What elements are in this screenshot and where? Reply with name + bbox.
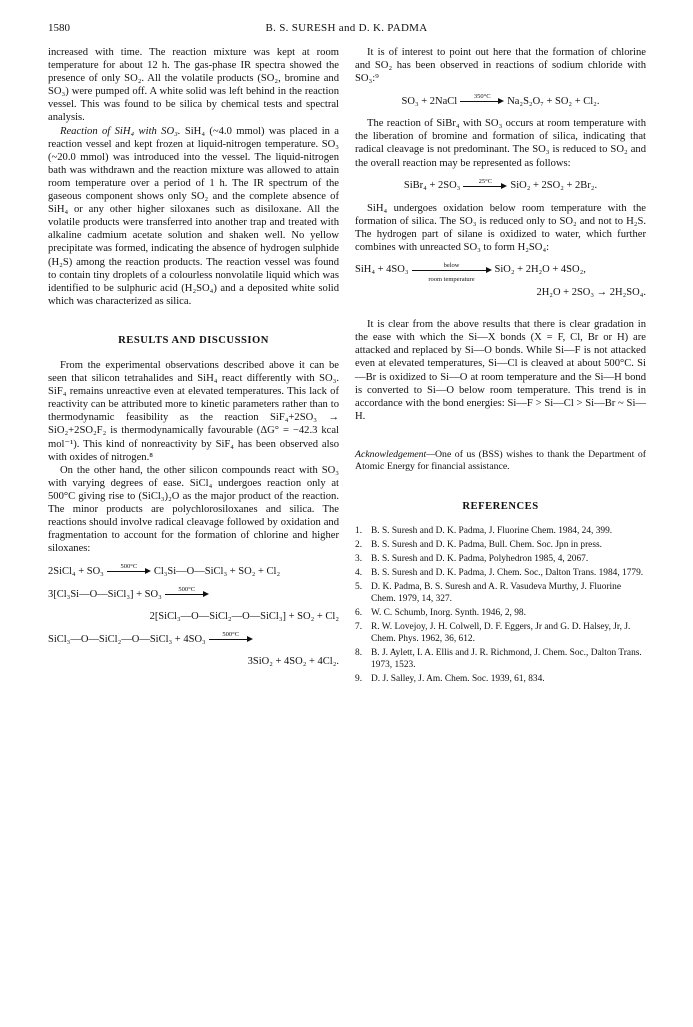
paragraph: On the other hand, the other silicon compounds react with SO₃ with varying degrees of ease. SiCl₄ undergoes reaction only at 500°C giving rise to (SiCl₃)₂O as the major product of the reaction. The minor products are polychlorosiloxanes and silica. The reactions should involve radical cleavage followed by oxidation and fragmentation to account for the formation of chlorine and higher siloxanes: (48, 464, 339, 555)
paragraph: From the experimental observations described above it can be seen that silicon tetrahalides and SiH₄ react differently with SO₃. SiF₄ remains unreactive even at elevated temperatures. This lack of reactivity can be attributed more to kinetic parameters rather than to thermodynamic feasibility as the reaction SiF₄+2SO₃ → SiO₂+2SO₂F₂ is thermodynamically favourable (ΔG° = −42.3 kcal mol⁻¹). This kind of nonreactivity by SiF₄ has been observed also with oxides of nitrogen.⁸ (48, 359, 339, 463)
reaction-condition: 350°C (473, 93, 491, 101)
reference-text: B. S. Suresh and D. K. Padma, J. Chem. Soc., Dalton Trans. 1984, 1779. (371, 567, 644, 578)
running-title: B. S. SURESH and D. K. PADMA (265, 22, 428, 34)
equation-rhs: SiO₂ + 2H₂O + 4SO₂, (494, 264, 586, 276)
reaction-condition: 500°C (120, 563, 138, 571)
reference-number: 3. (355, 553, 363, 564)
equation (355, 262, 646, 284)
acknowledgement (355, 449, 646, 474)
reference-item (355, 621, 646, 645)
reaction-arrow (460, 94, 504, 108)
reference-text: R. W. Lovejoy, J. H. Colwell, D. F. Eggers, Jr and G. D. Halsey, Jr, J. Chem. Phys. 1962, 36, 612. (371, 621, 631, 644)
reference-number: 1. (355, 525, 363, 536)
reference-item (355, 553, 646, 565)
equation (355, 94, 646, 108)
reference-text: B. S. Suresh and D. K. Padma, Bull. Chem. Soc. Jpn in press. (371, 539, 602, 550)
reference-item (355, 607, 646, 619)
equation-rhs: SiO₂ + 2SO₂ + 2Br₂. (510, 180, 598, 192)
reaction-condition: 25°C (478, 177, 493, 185)
section-heading: RESULTS AND DISCUSSION (118, 334, 269, 346)
equation-text: 2H₂O + 2SO₃ → 2H₂SO₄. (536, 287, 646, 299)
run-in-heading: Reaction of SiH₄ with SO₃. (60, 125, 181, 137)
reaction-arrow (165, 587, 209, 601)
acknowledgement-text: One of us (BSS) wishes to thank the Department of Atomic Energy for financial assistance. (355, 448, 646, 473)
paragraph (48, 125, 339, 308)
reference-text: W. C. Schumb, Inorg. Synth. 1946, 2, 98. (371, 607, 526, 618)
reference-number: 5. (355, 581, 363, 592)
equation-continuation (48, 655, 339, 668)
reference-text: D. K. Padma, B. S. Suresh and A. R. Vasudeva Murthy, J. Fluorine Chem. 1979, 14, 327. (371, 581, 621, 604)
equation-lhs: SiH₄ + 4SO₃ (355, 264, 409, 276)
reference-text: B. S. Suresh and D. K. Padma, Polyhedron 1985, 4, 2067. (371, 553, 589, 564)
equation (355, 286, 646, 299)
right-column (355, 46, 646, 687)
reference-number: 8. (355, 647, 363, 658)
equation (48, 564, 339, 578)
reference-number: 6. (355, 607, 363, 618)
equation-rhs: 2[SiCl₃—O—SiCl₂—O—SiCl₃] + SO₂ + Cl₂ (149, 611, 339, 623)
paragraph: It is clear from the above results that there is clear gradation in the ease with which the Si—X bonds (X = F, Cl, Br or H) are attacked and replaced by Si—O bonds. While Si—F is not attacked even at elevated temperatures, Si—Cl is cleaved at about 500°C. Si—Br is oxidized to Si—O at room temperature and the Si—H bond is converted to Si—O below room temperature. This trend is in accordance with the bond energies: Si—F > Si—Cl > Si—Br ~ Si—H. (355, 319, 646, 422)
equation-rhs: Na₂S₂O₇ + SO₂ + Cl₂. (507, 95, 600, 107)
references-heading: REFERENCES (462, 500, 539, 512)
paragraph: SiH₄ undergoes oxidation below room temperature with the formation of silica. The SO₃ is reduced only to SO₂ and not to H₂S. The hydrogen part of silane is oxidized to water, which further combines with unreacted SO₃ to form H₂SO₄: (355, 202, 646, 253)
equation-continuation (48, 610, 339, 623)
reference-item (355, 673, 646, 685)
reference-number: 4. (355, 567, 363, 578)
reaction-arrow (209, 632, 253, 646)
equation-rhs: 3SiO₂ + 4SO₂ + 4Cl₂. (247, 656, 339, 668)
reference-number: 7. (355, 621, 363, 632)
equation (355, 179, 646, 193)
paragraph: increased with time. The reaction mixture was kept at room temperature for about 12 h. The gas-phase IR spectra showed the presence of only SO₂. All the volatile products (SO₂, bromine and SO₃) were pumped off. A white solid was left behind in the reaction vessel. This was found to be silica by chemical tests and spectral analysis. (48, 47, 339, 124)
equation-lhs: SO₃ + 2NaCl (401, 95, 458, 107)
paragraph-text: SiH₄ (~4.0 mmol) was placed in a reaction vessel and kept frozen at liquid-nitrogen temperature. SO₃ (~20.0 mmol) was introduced into the vessel. The liquid-nitrogen bath was withdrawn and the reaction mixture was allowed to attain room temperature over a period of 1 h. The IR spectrum of the gaseous component shows only SO₂ and the complete absence of SiH₄ or any other higher siloxanes such as disiloxane. All the volatile products were transferred into another trap and treated with alkaline cadmium acetate solution and shaken well. No yellow precipitate was formed, indicating the absence of hydrogen sulphide (H₂S) among the reaction products. The reaction vessel was found to contain tiny droplets of a colourless nonvolatile liquid which was identified to be sulphuric acid (H₂SO₄) and a deposited white solid which was characterized as silica. (48, 125, 339, 307)
reference-item (355, 581, 646, 605)
reaction-condition: 500°C (222, 631, 240, 639)
page-number: 1580 (48, 22, 70, 34)
acknowledgement-label: Acknowledgement— (355, 448, 435, 460)
equation-lhs: SiCl₃—O—SiCl₂—O—SiCl₃ + 4SO₃ (48, 633, 206, 645)
reference-item (355, 525, 646, 537)
reaction-condition: room temperature (428, 276, 475, 284)
equation (48, 632, 339, 646)
paragraph: It is of interest to point out here that the formation of chlorine and SO₂ has been observed in reactions of sodium chloride with SO₃:⁹ (355, 47, 646, 85)
reference-text: B. S. Suresh and D. K. Padma, J. Fluorine Chem. 1984, 24, 399. (371, 525, 613, 536)
page-header (48, 22, 645, 36)
reaction-arrow (412, 262, 492, 284)
reference-number: 2. (355, 539, 363, 550)
left-column (48, 46, 339, 678)
equation-lhs: 3[Cl₃Si—O—SiCl₃] + SO₃ (48, 588, 162, 600)
reaction-arrow (463, 179, 507, 193)
reaction-condition: 500°C (178, 586, 196, 594)
reference-list (355, 525, 646, 685)
reference-number: 9. (355, 673, 363, 684)
equation-lhs: 2SiCl₄ + SO₃ (48, 565, 104, 577)
reference-text: D. J. Salley, J. Am. Chem. Soc. 1939, 61, 834. (371, 673, 545, 684)
reference-item (355, 567, 646, 579)
equation (48, 587, 339, 601)
reaction-condition: below (443, 262, 460, 270)
paragraph: The reaction of SiBr₄ with SO₃ occurs at room temperature with the liberation of bromine and formation of silica, indicating that radical cleavage is not predominant. The SO₃ is reduced to SO₂ and the overall reaction may be represented as follows: (355, 118, 646, 169)
equation-lhs: SiBr₄ + 2SO₃ (403, 180, 461, 192)
reference-item (355, 647, 646, 671)
equation-rhs: Cl₃Si—O—SiCl₃ + SO₂ + Cl₂ (153, 565, 281, 577)
reaction-arrow (107, 564, 151, 578)
reference-item (355, 539, 646, 551)
reference-text: B. J. Aylett, I. A. Ellis and J. R. Richmond, J. Chem. Soc., Dalton Trans. 1973, 1523. (371, 647, 642, 670)
